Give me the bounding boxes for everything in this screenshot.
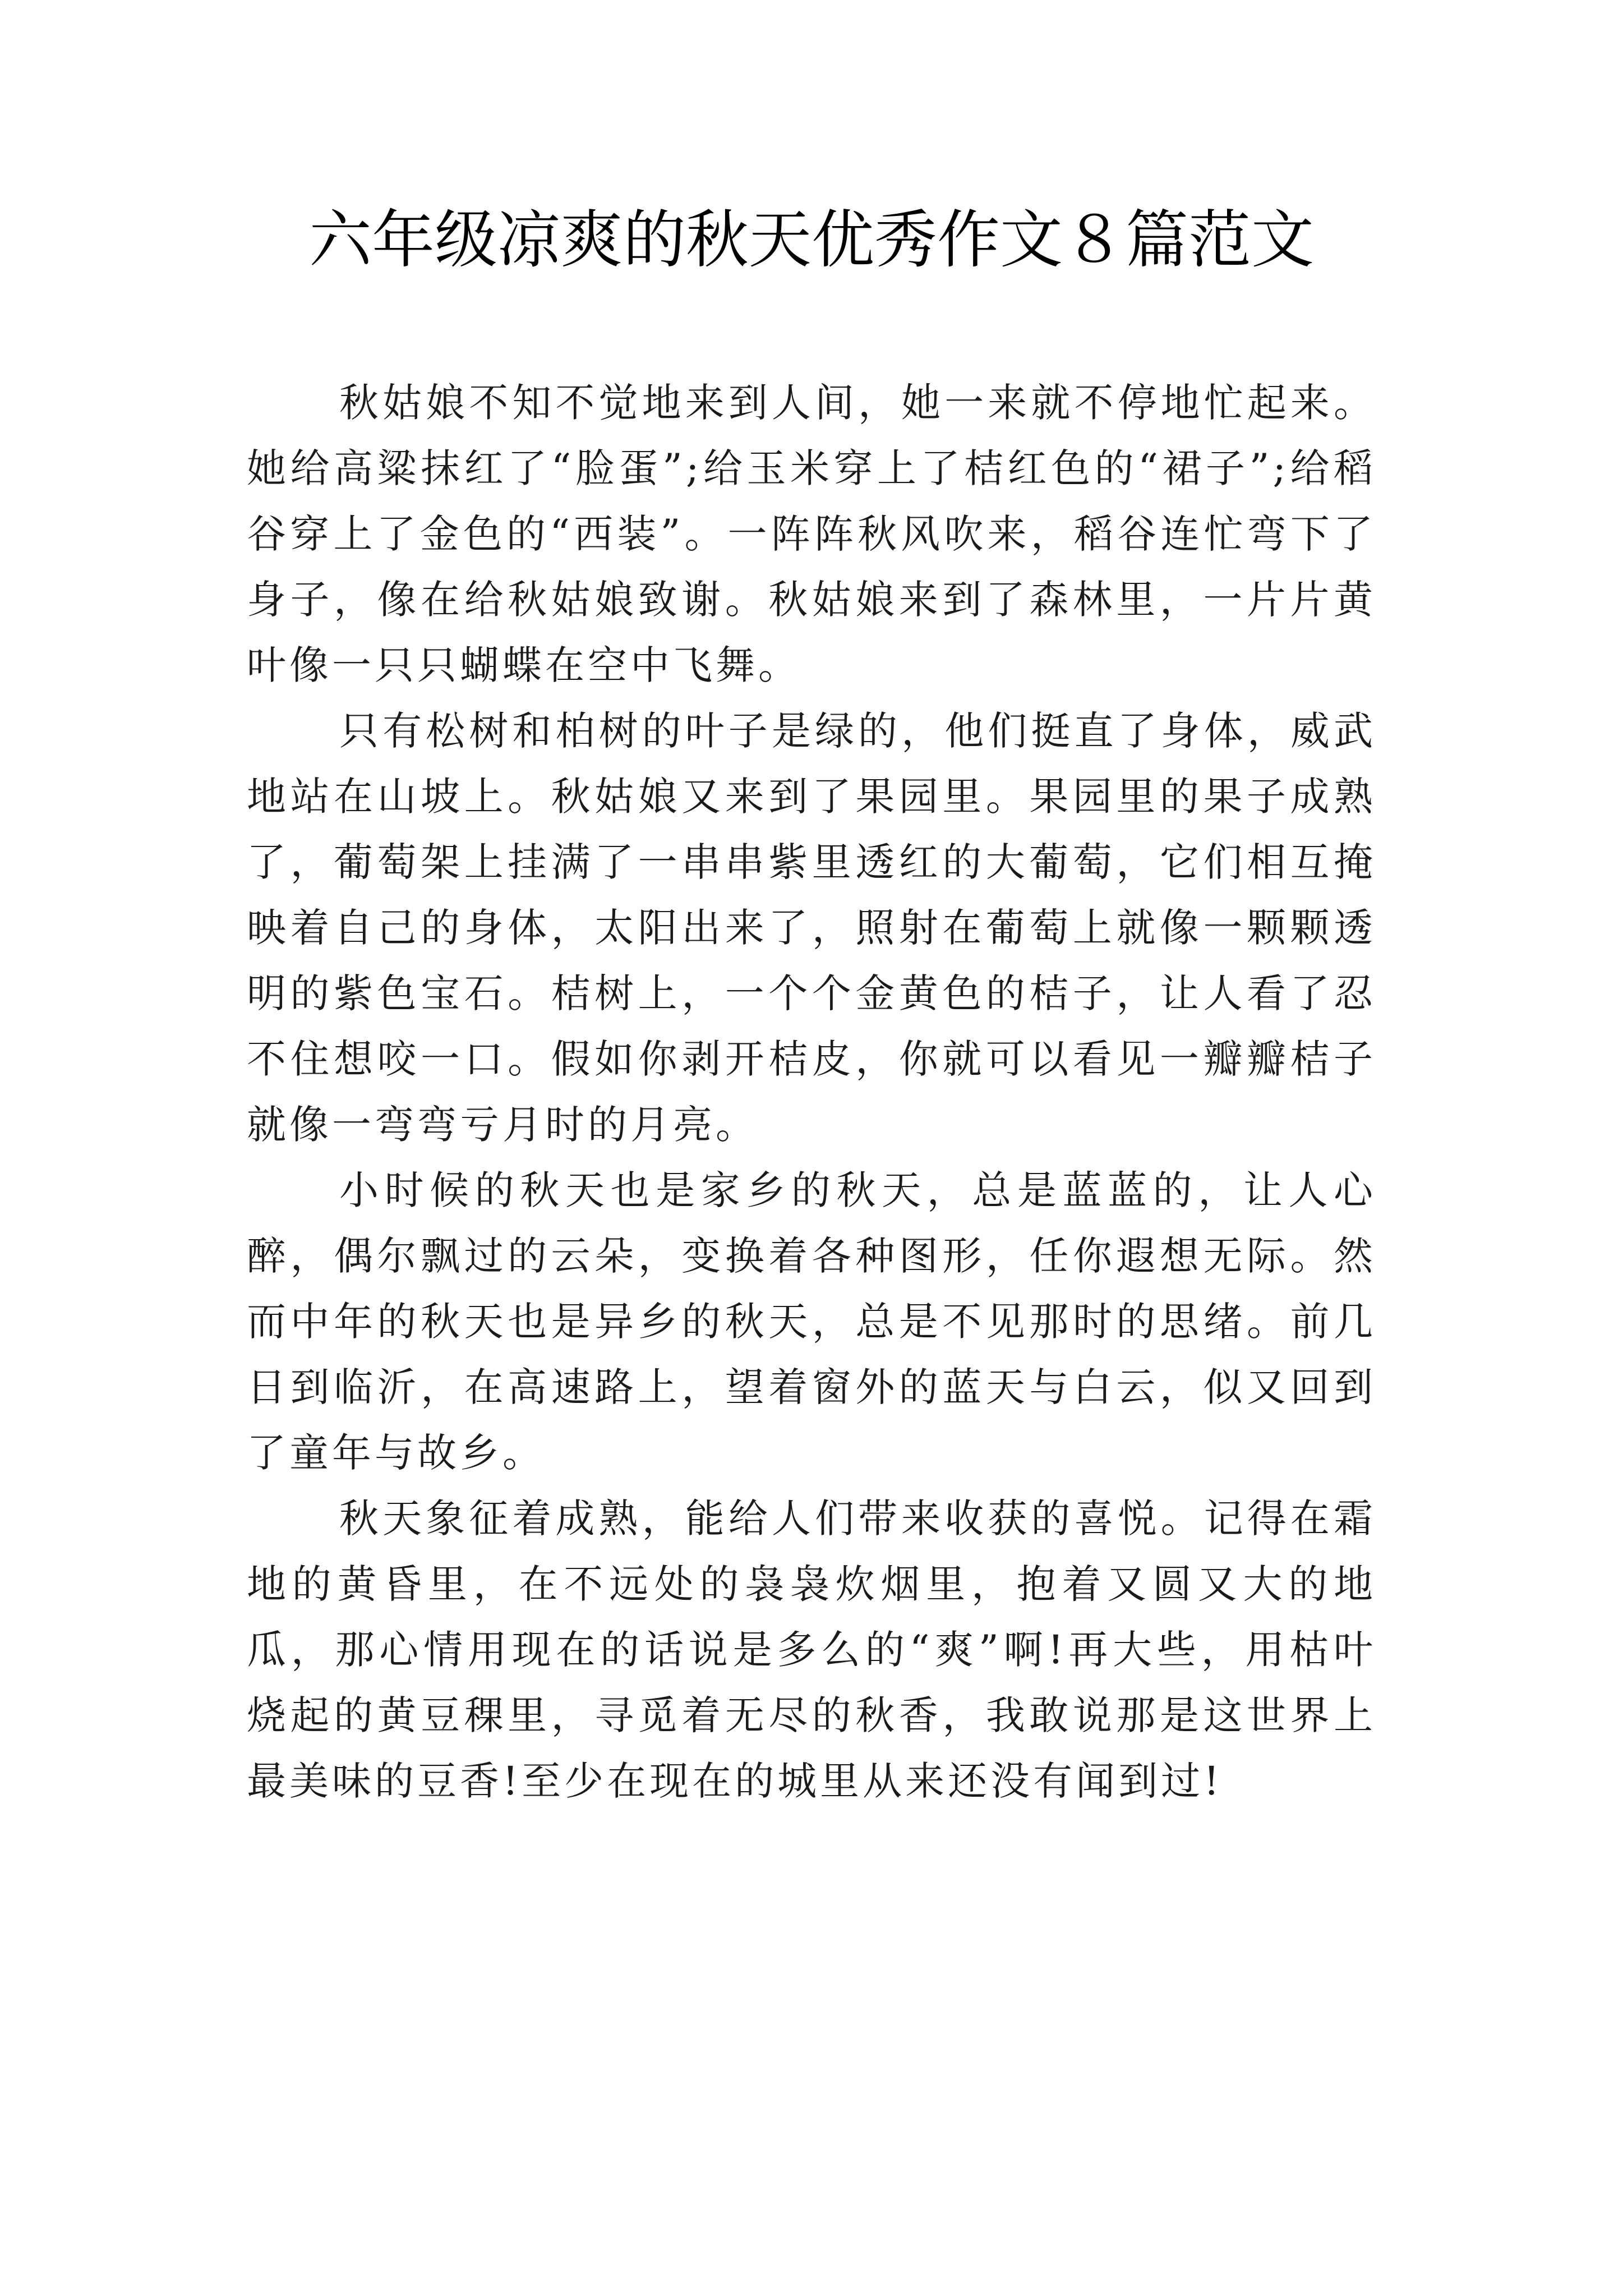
paragraph-2: 只有松树和柏树的叶子是绿的，他们挺直了身体，威武地站在山坡上。秋姑娘又来到了果园里。果园里的果子成熟了，葡萄架上挂满了一串串紫里透红的大葡萄，它们相互掩映着自己的身体，太阳出来了，照射在葡萄上就像一颗颗透明的紫色宝石。桔树上，一个个金黄色的桔子，让人看了忍不住想咬一口。假如你剥开桔皮，你就可以看见一瓣瓣桔子就像一弯弯亏月时的月亮。: [247, 708, 1376, 1148]
document-title: 六年级凉爽的秋天优秀作文８篇范文: [309, 204, 1314, 277]
document-body: [247, 370, 1376, 1814]
paragraph-3: 小时候的秋天也是家乡的秋天，总是蓝蓝的，让人心醉，偶尔飘过的云朵，变换着各种图形，任你遐想无际。然而中年的秋天也是异乡的秋天，总是不见那时的思绪。前几日到临沂，在高速路上，望着窗外的蓝天与白云，似又回到了童年与故乡。: [247, 1167, 1376, 1476]
paragraph-4: 秋天象征着成熟，能给人们带来收获的喜悦。记得在霜地的黄昏里，在不远处的袅袅炊烟里，抱着又圆又大的地瓜，那心情用现在的话说是多么的“爽”啊!再大些，用枯叶烧起的黄豆稞里，寻觅着无尽的秋香，我敢说那是这世界上最美味的豆香!至少在现在的城里从来还没有闻到过!: [247, 1496, 1376, 1804]
paragraph-1: 秋姑娘不知不觉地来到人间，她一来就不停地忙起来。她给高粱抹红了“脸蛋”;给玉米穿上了桔红色的“裙子”;给稻谷穿上了金色的“西装”。一阵阵秋风吹来，稻谷连忙弯下了身子，像在给秋姑娘致谢。秋姑娘来到了森林里，一片片黄叶像一只只蝴蝶在空中飞舞。: [247, 380, 1376, 688]
